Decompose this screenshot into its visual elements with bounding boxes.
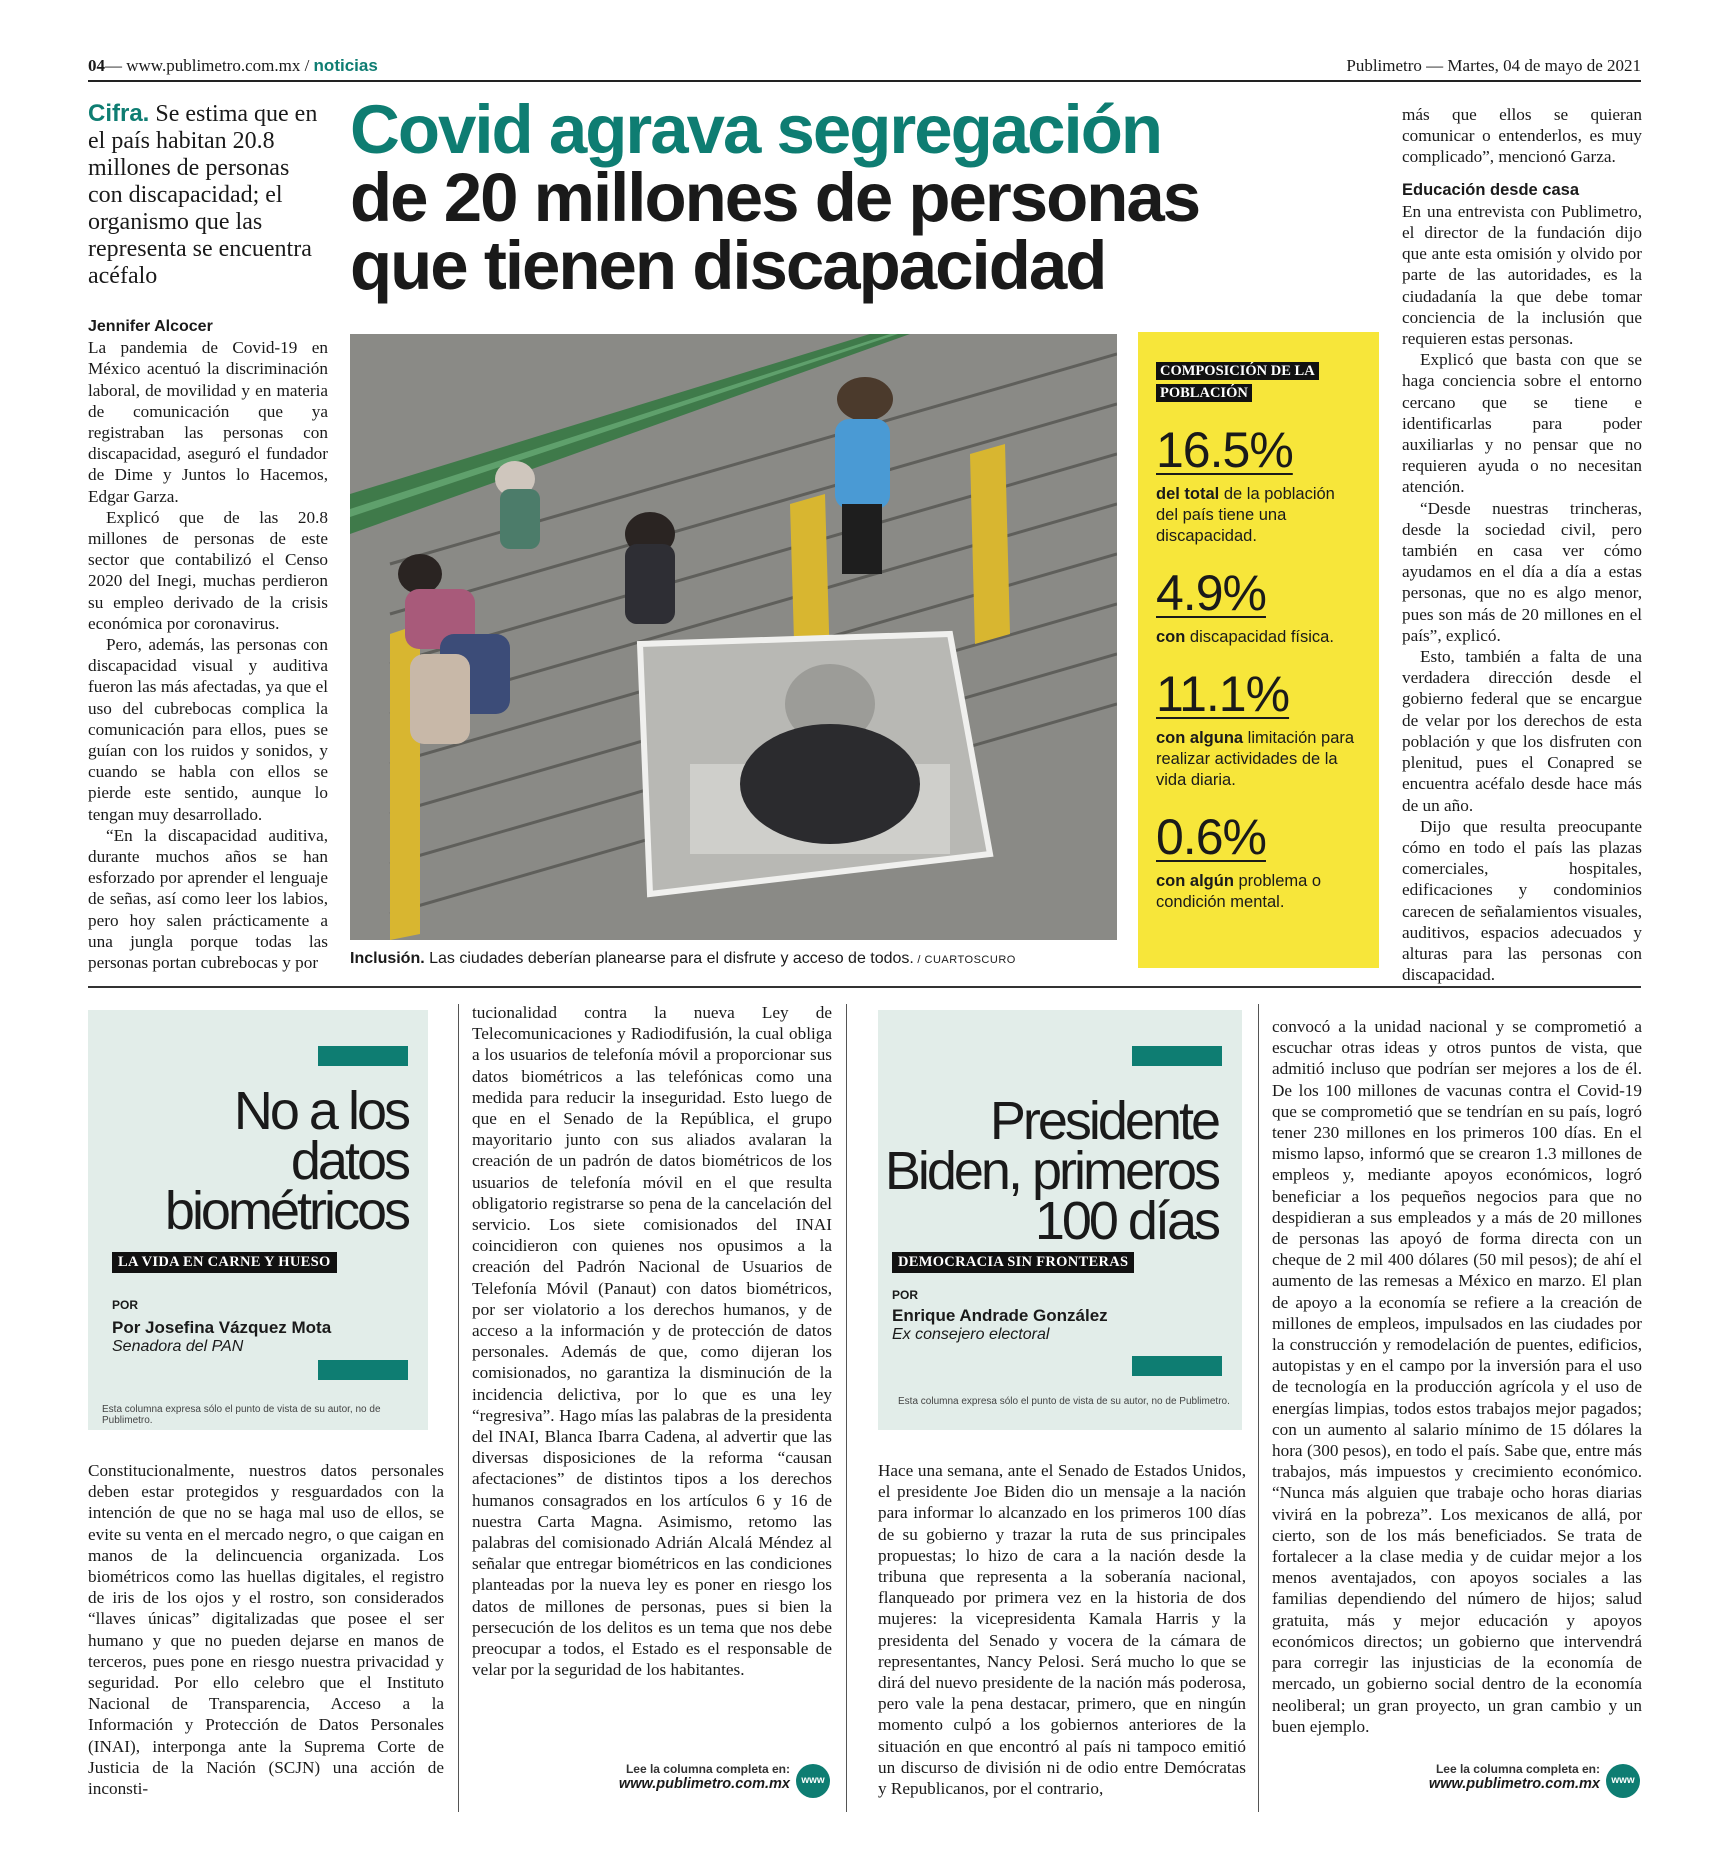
- article-paragraph: “En la discapacidad auditiva, durante muchos años se han esforzado por aprender el lenguaje de señas, así como leer los labios, pero hoy salen prácticamente a una jungla porque todas las personas portan cubrebocas y por: [88, 825, 328, 973]
- opinion-text-column: [472, 1002, 832, 1681]
- teal-accent-bar: [318, 1046, 408, 1066]
- article-paragraph: Explicó que basta con que se haga conciencia sobre el entorno cercano que se tiene e identificarlas para poder auxiliarlas y no pensar que no requieren ayuda o no necesitan atención.: [1402, 350, 1642, 497]
- stat-box-title: COMPOSICIÓN DE LA POBLACIÓN: [1156, 362, 1319, 402]
- read-more-url[interactable]: www.publimetro.com.mx: [618, 1776, 790, 1792]
- header-rule: [88, 80, 1641, 82]
- photo-caption: [350, 950, 1117, 968]
- teal-accent-bar: [1132, 1356, 1222, 1376]
- por-label: POR: [112, 1298, 139, 1312]
- article-paragraph: En una entrevista con Publimetro, el director de la fundación dijo que ante esta omisión y olvido por parte de las autoridades, es la ciudadanía la que debe tomar conciencia de la inclusión que requieren estas personas.: [1402, 201, 1642, 349]
- stat-description: con algún problema o condición mental.: [1156, 872, 1322, 911]
- caption-text: Las ciudades deberían planearse para el disfrute y acceso de todos.: [424, 950, 914, 967]
- stat-description: del total de la población del país tiene una discapacidad.: [1156, 485, 1335, 545]
- opinion-title: Presidente Biden, primeros 100 días: [884, 1091, 1218, 1251]
- dateline: Publimetro — Martes, 04 de mayo de 2021: [1346, 56, 1641, 75]
- article-paragraph: La pandemia de Covid-19 en México acentuó la discriminación laboral, de movilidad y en materia de comunicación que ya registraban las personas con discapacidad, aseguró el fundador de Dime y Juntos lo Hacemos, Edgar Garza.: [88, 338, 328, 506]
- article-paragraph: “Desde nuestras trincheras, desde la sociedad civil, pero también en casa ver cómo ayudamos en el día a día a estas personas, que no es algo menor, pues son más de 20 millones en el país”, explicó.: [1402, 498, 1642, 645]
- article-right-column: [1402, 104, 1642, 985]
- section-divider: [88, 986, 1641, 988]
- article-subhead: Educación desde casa: [1402, 180, 1579, 199]
- headline-line-1: Covid agrava segregación: [350, 91, 1161, 168]
- opinion-paragraph: Hace una semana, ante el Senado de Estados Unidos, el presidente Joe Biden dio un mensaje a la nación para informar lo alcanzado en los primeros 100 días de su gobierno y trazar la ruta de sus principales propuestas; lo hizo de cara a la nación desde la tribuna que representa a la soberanía nacional, flanqueado por primera vez en la historia de dos mujeres: la vicepresidenta Kamala Harris y la presidenta del Senado y vocera de la cámara de representantes, Nancy Pelosi. Será mucho lo que se dirá del nuevo presidente de la nación más poderosa, pero vale la pena destacar, primero, que en ningún momento culpó a los gobiernos anteriores de la situación en que encontró al país ni tampoco emitió un discurso de división ni de odio entre Demócratas y Republicanos, por el contrario,: [878, 1461, 1246, 1799]
- article-paragraph: Pero, además, las personas con discapacidad visual y auditiva fueron las más afectadas, ya que el uso del cubrebocas complica la comunicación para ellos, pues se guían con los ruidos y sonidos, y cuando se habla con ellos se pierde este sentido, aunque lo tengan muy desarrollado.: [88, 635, 328, 824]
- headline: [350, 91, 1420, 304]
- teal-accent-bar: [318, 1360, 408, 1380]
- column-rule: [458, 1004, 459, 1812]
- opinion-title: No a los datos biométricos: [164, 1081, 408, 1241]
- stat-item: [1156, 422, 1361, 547]
- column-kicker: LA VIDA EN CARNE Y HUESO: [112, 1252, 337, 1273]
- read-more-link[interactable]: [1370, 1762, 1600, 1792]
- article-paragraph: Dijo que resulta preocupante cómo en todo el país las plazas comerciales, hospitales, edificaciones y condominios carecen de señalamientos visuales, auditivos, espacios adecuados y alturas para las personas con discapacidad.: [1402, 816, 1642, 985]
- teal-accent-bar: [1132, 1046, 1222, 1066]
- opinion-box-biometricos: [88, 1010, 428, 1430]
- article-paragraph: más que ellos se quieran comunicar o entenderlos, es muy complicado”, mencionó Garza.: [1402, 105, 1642, 167]
- opinion-text-column: [88, 1460, 444, 1799]
- stat-item: [1156, 565, 1361, 648]
- byline: Jennifer Alcocer: [88, 318, 213, 335]
- lead-text: Se estima que en el país habitan 20.8 millones de personas con discapacidad; el organismo que las representa se encuentra acéfalo: [88, 101, 318, 289]
- stat-description: con alguna limitación para realizar actividades de la vida diaria.: [1156, 729, 1355, 789]
- stat-item: [1156, 666, 1361, 791]
- stat-value: 11.1%: [1156, 666, 1290, 722]
- opinion-box-biden: [878, 1010, 1242, 1430]
- stairs-lift-photo-illustration: [350, 334, 1117, 940]
- www-icon[interactable]: www: [1606, 1764, 1640, 1798]
- page-header: [88, 56, 1641, 80]
- column-rule: [1258, 1004, 1259, 1812]
- article-paragraph: Esto, también a falta de una verdadera dirección desde el gobierno federal que se encargue de velar por los derechos de esta población y que los disfruten con plenitud, pues el Conapred se encuentra acéfalo desde hace más de un año.: [1402, 647, 1642, 815]
- read-more-label: Lee la columna completa en:: [1435, 1762, 1600, 1776]
- stat-value: 0.6%: [1156, 809, 1266, 865]
- column-disclaimer: Esta columna expresa sólo el punto de vista de su autor, no de Publimetro.: [102, 1404, 381, 1426]
- stat-item: [1156, 809, 1361, 913]
- column-disclaimer: Esta columna expresa sólo el punto de vista de su autor, no de Publimetro.: [898, 1396, 1230, 1407]
- www-icon[interactable]: www: [796, 1764, 830, 1798]
- headline-line-2: de 20 millones de personas: [350, 159, 1200, 236]
- read-more-url[interactable]: www.publimetro.com.mx: [1428, 1776, 1600, 1792]
- header-left: [88, 56, 378, 76]
- author-role: Ex consejero electoral: [892, 1326, 1050, 1343]
- section-label[interactable]: noticias: [313, 56, 378, 75]
- stat-value: 16.5%: [1156, 422, 1293, 478]
- column-kicker: DEMOCRACIA SIN FRONTERAS: [892, 1252, 1134, 1273]
- article-photo: [350, 334, 1117, 940]
- opinion-paragraph: Constitucionalmente, nuestros datos personales deben estar protegidos y resguardados con la intención de que no se haga mal uso de ellos, se evite su venta en el mercado negro, o que caigan en manos de la delincuencia organizada. Los biométricos como las huellas digitales, el registro de iris de los ojos y el rostro, son considerados “llaves únicas” digitalizadas que posee el ser humano y que no pueden dejarse en manos de terceros, pues pone en riesgo nuestra privacidad y seguridad. Por ello celebro que el Instituto Nacional de Transparencia, Acceso a la Información y Protección de Datos Personales (INAI), interponga ante la Suprema Corte de Justicia de la Nación (SCJN) una acción de inconsti-: [88, 1461, 444, 1799]
- article-paragraph: Explicó que de las 20.8 millones de personas de este sector que contabilizó el Censo 2020 del Inegi, muchas perdieron su empleo derivado de la crisis económica por coronavirus.: [88, 507, 328, 633]
- page-number: 04: [88, 56, 105, 75]
- lead-label: Cifra.: [88, 100, 150, 127]
- author-role: Senadora del PAN: [112, 1338, 244, 1355]
- author-name: Enrique Andrade González: [892, 1306, 1108, 1325]
- opinion-text-column: [1272, 1016, 1642, 1737]
- stat-description: con discapacidad física.: [1156, 628, 1334, 646]
- opinion-text-column: [878, 1460, 1246, 1799]
- column-rule: [846, 1004, 847, 1812]
- por-label: POR: [892, 1288, 919, 1302]
- opinion-paragraph: tucionalidad contra la nueva Ley de Telecomunicaciones y Radiodifusión, la cual obliga a los usuarios de telefonía móvil a proporcionar sus datos biométricos a las telefónicas como una medida para reducir la inseguridad. Esto luego de que en el Senado de la República, el grupo mayoritario junto con sus aliados avalaran la creación de un padrón de datos biométricos de los usuarios de telefonía móvil en el que resulta obligatorio registrarse so pena de la cancelación del servicio. Los siete comisionados del INAI coincidieron con quienes nos opusimos a la creación del Padrón Nacional de Usuarios de Telefonía Móvil (Panaut) con datos biométricos, por ser violatorio a los derechos humanos, y de acceso a la información y de protección de datos personales. Además de que, como dijeran los comisionados, no garantiza la disminución de la incidencia delictiva, por lo que es una ley “regresiva”. Hago mías las palabras de la presidenta del INAI, Blanca Ibarra Cadena, al advertir que las diversas disposiciones de la reforma “causan afectaciones” de distintos tipos a los derechos humanos consagrados en los artículos 6 y 16 de nuestra Carta Magna. Asimismo, retomo las palabras del comisionado Adrián Alcalá Méndez al señalar que entregar biométricos en las condiciones planteadas por la nueva ley es poner en riesgo los datos de millones de personas, pues si bien la persecución de los delitos es un tema que nos debe preocupar a todos, el Estado es el responsable de velar por la seguridad de los habitantes.: [472, 1003, 832, 1680]
- article-left-column: [88, 316, 328, 973]
- opinion-paragraph: convocó a la unidad nacional y se comprometió a escuchar otras ideas y otros puntos de vista, que admitió incluso que podrían ser mejores a los de él. De los 100 millones de vacunas contra el Covid-19 que se comprometió que se tendrían en su país, logró tener 230 millones en los primeros 100 días. En el mismo lapso, informó que se crearon 1.3 millones de empleos y, mediante apoyos económicos, logró beneficiar a los pequeños negocios para que no despidieran a sus empleados y a más de 20 millones de personas las apoyó de forma directa con un cheque de 2 mil 400 dólares (50 mil pesos); de ahí el aumento de las remesas a México en marzo. El plan de apoyo a la economía se refiere a la creación de millones de empleos, impulsados en las ciudades por la construcción y remodelación de puentes, edificios, autopistas y en el campo por la inversión para el uso de tecnología en la producción agrícola y el uso de energías limpias, todos estos trabajos mejor pagados; con un aumento al salario mínimo de 15 dólares la hora (300 pesos), en todo el país. Sabe que, entre más trabajos, más impuestos y crecimiento económico. “Nunca más alguien que trabaje ocho horas diarias vivirá en la pobreza”. Los mexicanos de allá, por cierto, son de los más beneficiados. Se trata de fortalecer a la clase media y de cuidar mejor a los menos aventajados, con apoyos sociales a las familias dependiendo del número de hijos; salud gratuita, más y mejor educación y apoyos económicos directos; un gobierno que intervendrá para corregir las injusticias de la economía de mercado, un gobierno social dentro de la economía neoliberal; un gran proyecto, un gran cambio y un buen ejemplo.: [1272, 1017, 1642, 1736]
- headline-line-3: que tienen discapacidad: [350, 227, 1106, 304]
- caption-label: Inclusión.: [350, 950, 425, 967]
- author-name: Por Josefina Vázquez Mota: [112, 1318, 332, 1337]
- lead-summary: [88, 100, 328, 290]
- photo-credit: / CUARTOSCURO: [913, 954, 1016, 966]
- read-more-label: Lee la columna completa en:: [625, 1762, 790, 1776]
- read-more-link[interactable]: [560, 1762, 790, 1792]
- stat-value: 4.9%: [1156, 565, 1266, 621]
- population-stat-box: [1138, 332, 1379, 968]
- site-url[interactable]: — www.publimetro.com.mx /: [105, 56, 310, 75]
